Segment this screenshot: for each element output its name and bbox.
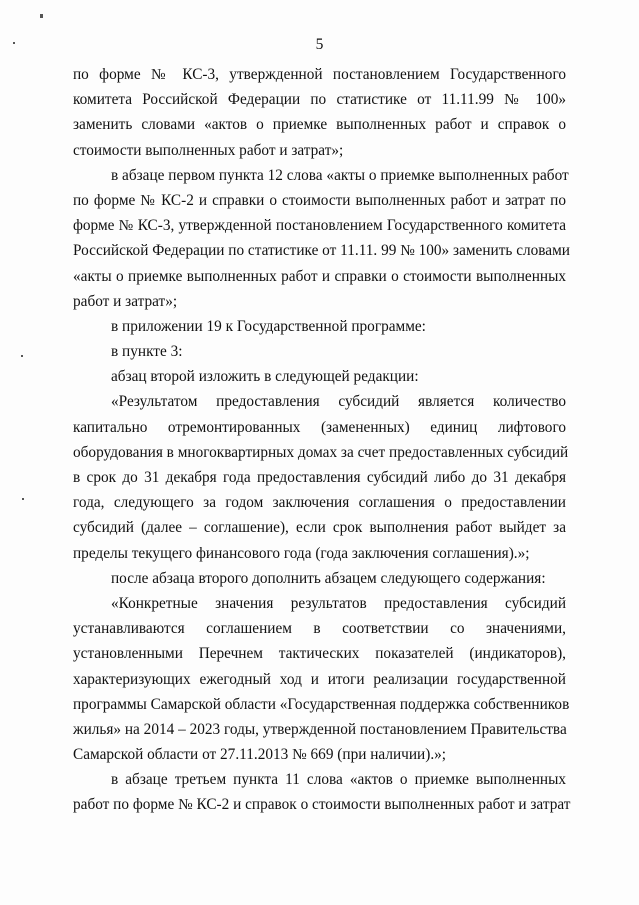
text-line: в приложении 19 к Государственной программе: [111, 317, 426, 335]
text-line: заменить словами «актов о приемке выполненных работ и справок о [73, 116, 566, 134]
document-body [73, 62, 571, 818]
text-line: Самарской области от 27.11.2013 № 669 (при наличии).»; [73, 746, 447, 764]
text-line: Российской Федерации по статистике от 11.11. 99 № 100» заменить словами [73, 242, 570, 260]
text-line: форме № КС-3, утвержденной постановлением Государственного комитета [73, 217, 566, 235]
page-number: 5 [315, 36, 324, 53]
text-line: в срок до 31 декабря года предоставления субсидий либо до 31 декабря [73, 469, 566, 486]
text-line: устанавливаются соглашением в соответствии со значениями, [73, 620, 566, 638]
text-line: «акты о приемке выполненных работ и справки о стоимости выполненных [73, 267, 566, 285]
text-line: программы Самарской области «Государственная поддержка собственников [73, 695, 570, 713]
text-line: в пункте 3: [111, 343, 183, 361]
text-line: «Результатом предоставления субсидий является количество [111, 393, 566, 411]
text-line: комитета Российской Федерации по статистике от 11.11.99 № 100» [73, 91, 566, 109]
text-line: капитально отремонтированных (замененных) единиц лифтового [73, 418, 566, 436]
text-line: по форме № КС-2 и справки о стоимости выполненных работ и затрат по [73, 191, 566, 209]
text-line: оборудования в многоквартирных домах за счет предоставленных субсидий [73, 443, 569, 461]
text-line: после абзаца второго дополнить абзацем следующего содержания: [111, 569, 546, 587]
text-line: по форме № КС-3, утвержденной постановлением Государственного [73, 66, 566, 83]
text-line: абзац второй изложить в следующей редакции: [111, 368, 419, 386]
text-line: установленными Перечнем тактических показателей (индикаторов), [73, 645, 566, 663]
text-line: работ по форме № КС-2 и справок о стоимости выполненных работ и затрат [73, 796, 571, 814]
text-line: пределы текущего финансового года (года заключения соглашения).»; [73, 544, 530, 562]
text-line: года, следующего за годом заключения соглашения о предоставлении [73, 494, 566, 512]
text-line: жилья» на 2014 – 2023 годы, утвержденной постановлением Правительства [73, 720, 567, 738]
text-line: стоимости выполненных работ и затрат»; [73, 141, 344, 159]
text-line: «Конкретные значения результатов предоставления субсидий [111, 594, 566, 612]
text-line: субсидий (далее – соглашение), если срок выполнения работ выйдет за [73, 519, 566, 537]
scan-mark [21, 355, 23, 357]
text-line: характеризующих ежегодный ход и итоги реализации государственной [73, 670, 566, 688]
text-line: работ и затрат»; [73, 292, 178, 310]
scan-mark [22, 498, 24, 500]
text-line: в абзаце третьем пункта 11 слова «актов о приемке выполненных [111, 771, 566, 789]
scan-mark [40, 14, 43, 18]
text-line: в абзаце первом пункта 12 слова «акты о приемке выполненных работ [111, 166, 569, 184]
